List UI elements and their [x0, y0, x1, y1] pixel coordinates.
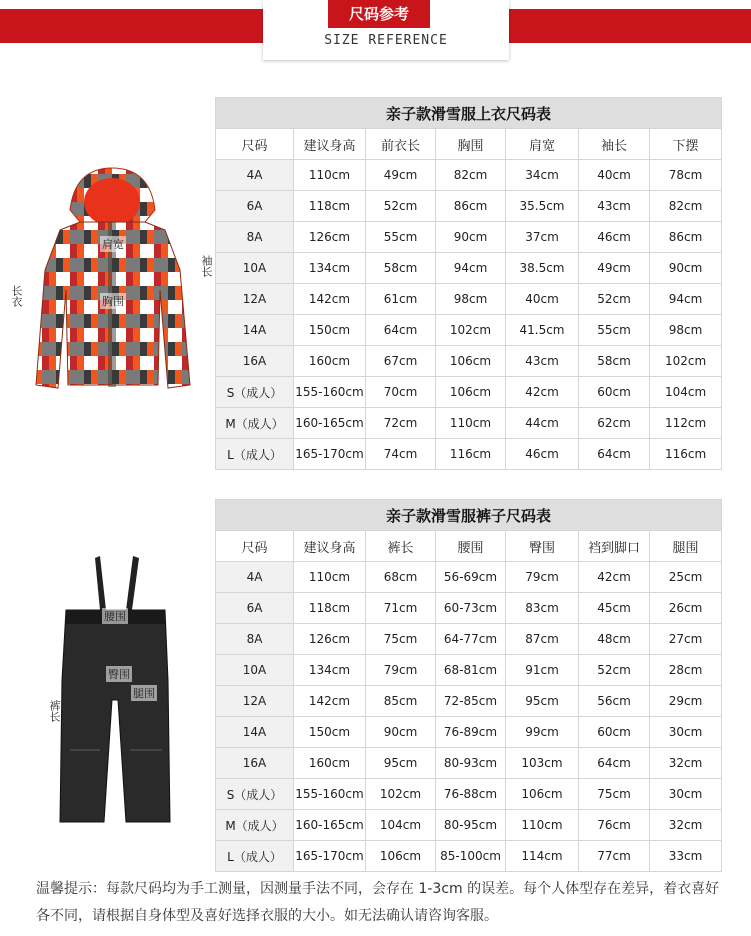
table-cell: 43cm [506, 346, 579, 377]
column-header: 尺码 [216, 531, 294, 562]
table-cell: 60-73cm [436, 593, 506, 624]
table-cell: 14A [216, 315, 294, 346]
table-cell: 40cm [506, 284, 579, 315]
table-cell: 77cm [579, 841, 650, 872]
table-cell: 106cm [506, 779, 579, 810]
pants-table-title: 亲子款滑雪服裤子尺码表 [216, 500, 722, 531]
table-row [216, 562, 722, 593]
jacket-label-chest: 胸围 [102, 295, 124, 308]
table-cell: 4A [216, 160, 294, 191]
table-cell: 110cm [294, 562, 366, 593]
table-cell: 55cm [366, 222, 436, 253]
table-cell: 41.5cm [506, 315, 579, 346]
table-row [216, 315, 722, 346]
table-cell: 102cm [436, 315, 506, 346]
table-cell: 14A [216, 717, 294, 748]
table-cell: 60cm [579, 717, 650, 748]
table-cell: 30cm [650, 717, 722, 748]
table-cell: 26cm [650, 593, 722, 624]
table-row [216, 346, 722, 377]
pants-label-waist: 腰围 [104, 610, 126, 623]
table-cell: 8A [216, 222, 294, 253]
table-cell: 126cm [294, 624, 366, 655]
table-row [216, 284, 722, 315]
table-cell: 32cm [650, 748, 722, 779]
table-cell: 64cm [579, 748, 650, 779]
table-cell: 16A [216, 346, 294, 377]
table-cell: 72-85cm [436, 686, 506, 717]
table-cell: 76-89cm [436, 717, 506, 748]
table-cell: 134cm [294, 655, 366, 686]
jacket-image [0, 160, 215, 400]
table-cell: 52cm [366, 191, 436, 222]
table-cell: 103cm [506, 748, 579, 779]
table-cell: 85cm [366, 686, 436, 717]
table-row [216, 191, 722, 222]
table-cell: 62cm [579, 408, 650, 439]
table-cell: 46cm [506, 439, 579, 470]
table-cell: 64cm [579, 439, 650, 470]
table-cell: 68-81cm [436, 655, 506, 686]
table-cell: 76cm [579, 810, 650, 841]
table-cell: 12A [216, 686, 294, 717]
header-title: 尺码参考 [328, 0, 430, 28]
jacket-table-title: 亲子款滑雪服上衣尺码表 [216, 98, 722, 129]
table-cell: 104cm [650, 377, 722, 408]
table-cell: 8A [216, 624, 294, 655]
table-cell: 155-160cm [294, 779, 366, 810]
table-cell: M（成人） [216, 810, 294, 841]
table-row [216, 593, 722, 624]
table-cell: 99cm [506, 717, 579, 748]
table-cell: 83cm [506, 593, 579, 624]
table-cell: 110cm [506, 810, 579, 841]
table-cell: 76-88cm [436, 779, 506, 810]
table-cell: L（成人） [216, 439, 294, 470]
table-cell: 106cm [366, 841, 436, 872]
table-row [216, 253, 722, 284]
table-cell: 49cm [579, 253, 650, 284]
table-cell: 104cm [366, 810, 436, 841]
table-cell: 75cm [579, 779, 650, 810]
column-header: 腿围 [650, 531, 722, 562]
table-cell: 82cm [650, 191, 722, 222]
table-cell: 33cm [650, 841, 722, 872]
table-cell: 80-93cm [436, 748, 506, 779]
table-cell: 142cm [294, 686, 366, 717]
table-cell: 95cm [506, 686, 579, 717]
table-row [216, 686, 722, 717]
table-cell: 60cm [579, 377, 650, 408]
header-red-bar-right [509, 9, 751, 43]
table-cell: 118cm [294, 593, 366, 624]
table-cell: 55cm [579, 315, 650, 346]
table-cell: 42cm [579, 562, 650, 593]
table-cell: 27cm [650, 624, 722, 655]
table-row [216, 841, 722, 872]
table-cell: 155-160cm [294, 377, 366, 408]
table-row [216, 810, 722, 841]
table-cell: 28cm [650, 655, 722, 686]
column-header: 腰围 [436, 531, 506, 562]
table-cell: 67cm [366, 346, 436, 377]
pants-figure [0, 550, 215, 830]
column-header: 臀围 [506, 531, 579, 562]
table-cell: 49cm [366, 160, 436, 191]
table-cell: 82cm [436, 160, 506, 191]
table-cell: 98cm [436, 284, 506, 315]
table-row [216, 624, 722, 655]
table-cell: 95cm [366, 748, 436, 779]
footnote-tip: 温馨提示：每款尺码均为手工测量，因测量手法不同，会存在 1-3cm 的误差。每个人体型存在差异，着衣喜好各不同，请根据自身体型及喜好选择衣服的大小。如无法确认请咨询客服。 [36, 881, 720, 924]
column-header: 肩宽 [506, 129, 579, 160]
table-cell: 79cm [366, 655, 436, 686]
table-cell: 160cm [294, 346, 366, 377]
column-header: 下摆 [650, 129, 722, 160]
table-cell: 52cm [579, 284, 650, 315]
table-cell: 90cm [366, 717, 436, 748]
table-cell: 48cm [579, 624, 650, 655]
table-cell: 86cm [650, 222, 722, 253]
table-cell: 80-95cm [436, 810, 506, 841]
table-cell: 46cm [579, 222, 650, 253]
table-cell: 44cm [506, 408, 579, 439]
table-cell: 10A [216, 655, 294, 686]
table-cell: 86cm [436, 191, 506, 222]
jacket-size-table [215, 97, 722, 470]
table-cell: 116cm [650, 439, 722, 470]
table-cell: 6A [216, 191, 294, 222]
table-cell: 4A [216, 562, 294, 593]
table-cell: 71cm [366, 593, 436, 624]
table-cell: 6A [216, 593, 294, 624]
column-header: 建议身高 [294, 129, 366, 160]
table-cell: 112cm [650, 408, 722, 439]
table-cell: 106cm [436, 377, 506, 408]
table-row [216, 655, 722, 686]
table-cell: 150cm [294, 315, 366, 346]
table-cell: 58cm [366, 253, 436, 284]
table-cell: 12A [216, 284, 294, 315]
table-cell: 94cm [436, 253, 506, 284]
pants-label-leg: 腿围 [133, 687, 155, 700]
table-cell: 91cm [506, 655, 579, 686]
table-cell: 118cm [294, 191, 366, 222]
table-row [216, 222, 722, 253]
pants-label-length: 裤长 [48, 700, 61, 722]
table-cell: 90cm [650, 253, 722, 284]
table-row [216, 160, 722, 191]
table-cell: 35.5cm [506, 191, 579, 222]
table-cell: 37cm [506, 222, 579, 253]
column-header: 前衣长 [366, 129, 436, 160]
table-cell: 74cm [366, 439, 436, 470]
table-cell: 165-170cm [294, 841, 366, 872]
table-cell: 165-170cm [294, 439, 366, 470]
table-cell: 102cm [366, 779, 436, 810]
table-cell: 56cm [579, 686, 650, 717]
table-cell: 98cm [650, 315, 722, 346]
table-cell: 30cm [650, 779, 722, 810]
table-cell: 64-77cm [436, 624, 506, 655]
table-cell: M（成人） [216, 408, 294, 439]
table-cell: 134cm [294, 253, 366, 284]
table-cell: 64cm [366, 315, 436, 346]
table-cell: 70cm [366, 377, 436, 408]
table-cell: 160cm [294, 748, 366, 779]
jacket-table-header [216, 129, 722, 160]
header-subtitle: SIZE REFERENCE [324, 33, 448, 48]
table-cell: 160-165cm [294, 408, 366, 439]
table-cell: 106cm [436, 346, 506, 377]
table-cell: 10A [216, 253, 294, 284]
table-cell: 126cm [294, 222, 366, 253]
table-cell: 16A [216, 748, 294, 779]
table-cell: 150cm [294, 717, 366, 748]
table-row [216, 408, 722, 439]
table-cell: 75cm [366, 624, 436, 655]
column-header: 裆到脚口 [579, 531, 650, 562]
table-cell: 52cm [579, 655, 650, 686]
table-cell: S（成人） [216, 377, 294, 408]
table-cell: 29cm [650, 686, 722, 717]
table-cell: 61cm [366, 284, 436, 315]
table-cell: 45cm [579, 593, 650, 624]
table-cell: 94cm [650, 284, 722, 315]
pants-image [0, 550, 215, 830]
table-cell: 25cm [650, 562, 722, 593]
table-cell: 32cm [650, 810, 722, 841]
table-cell: 102cm [650, 346, 722, 377]
table-cell: 90cm [436, 222, 506, 253]
column-header: 裤长 [366, 531, 436, 562]
table-cell: S（成人） [216, 779, 294, 810]
table-cell: 43cm [579, 191, 650, 222]
table-cell: 87cm [506, 624, 579, 655]
table-row [216, 779, 722, 810]
column-header: 建议身高 [294, 531, 366, 562]
jacket-label-shoulder: 肩宽 [102, 238, 124, 251]
table-cell: 79cm [506, 562, 579, 593]
table-row [216, 717, 722, 748]
table-cell: 116cm [436, 439, 506, 470]
table-cell: 110cm [436, 408, 506, 439]
table-cell: 78cm [650, 160, 722, 191]
table-cell: L（成人） [216, 841, 294, 872]
column-header: 袖长 [579, 129, 650, 160]
column-header: 胸围 [436, 129, 506, 160]
jacket-label-length: 长衣 [10, 285, 23, 307]
table-cell: 38.5cm [506, 253, 579, 284]
table-cell: 34cm [506, 160, 579, 191]
table-cell: 110cm [294, 160, 366, 191]
pants-table-header [216, 531, 722, 562]
column-header: 尺码 [216, 129, 294, 160]
table-cell: 42cm [506, 377, 579, 408]
table-cell: 142cm [294, 284, 366, 315]
table-row [216, 377, 722, 408]
table-cell: 160-165cm [294, 810, 366, 841]
pants-size-table [215, 499, 722, 872]
table-row [216, 439, 722, 470]
header-red-bar-left [0, 9, 263, 43]
table-cell: 56-69cm [436, 562, 506, 593]
table-cell: 68cm [366, 562, 436, 593]
table-cell: 58cm [579, 346, 650, 377]
table-cell: 85-100cm [436, 841, 506, 872]
pants-label-hip: 臀围 [108, 668, 130, 681]
table-cell: 72cm [366, 408, 436, 439]
table-row [216, 748, 722, 779]
table-cell: 40cm [579, 160, 650, 191]
table-cell: 114cm [506, 841, 579, 872]
jacket-label-sleeve: 袖长 [200, 255, 213, 277]
jacket-figure [0, 160, 215, 400]
